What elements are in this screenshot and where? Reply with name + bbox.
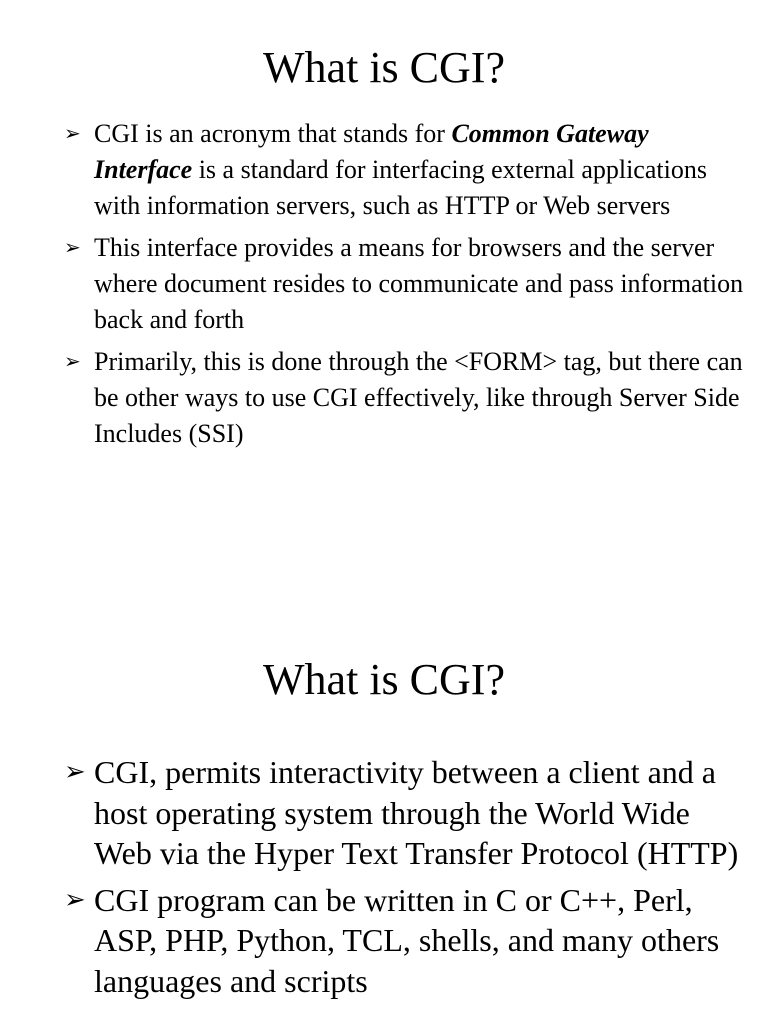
slide-2-bullet-list xyxy=(64,752,744,1007)
bullet-text-pre: CGI is an acronym that stands for xyxy=(94,119,452,148)
slide-2-bullet-1 xyxy=(64,752,744,874)
slide-1-title: What is CGI? xyxy=(263,43,505,92)
bullet-arrow-icon: ➢ xyxy=(64,757,86,787)
slide-2-title: What is CGI? xyxy=(263,655,505,704)
bullet-arrow-icon: ➢ xyxy=(64,884,86,915)
bullet-text-post: is a standard for interfacing external applications with information servers, such as HTTP or Web servers xyxy=(94,155,707,220)
bullet-text: CGI program can be written in C or C++, Perl, ASP, PHP, Python, TCL, shells, and many others languages and scripts xyxy=(94,881,720,999)
slide-1-bullet-2 xyxy=(64,230,744,338)
slide-2 xyxy=(0,512,768,1024)
bullet-text-emphasis: Common Gateway Interface xyxy=(94,119,649,184)
slide-1-bullet-3 xyxy=(64,344,744,452)
bullet-arrow-icon: ➢ xyxy=(64,235,81,259)
bullet-text: This interface provides a means for browsers and the server where document resides to communicate and pass information back and forth xyxy=(94,233,744,334)
bullet-arrow-icon: ➢ xyxy=(64,349,81,373)
bullet-text: CGI, permits interactivity between a client and a host operating system through the World Wide Web via the Hyper Text Transfer Protocol (HTTP) xyxy=(94,754,739,871)
slide-1-bullet-list xyxy=(64,116,744,458)
bullet-arrow-icon: ➢ xyxy=(64,121,81,145)
bullet-text: Primarily, this is done through the <FORM> tag, but there can be other ways to use CGI effectively, like through Server Side Includes (SSI) xyxy=(94,347,743,448)
slide-1-bullet-1 xyxy=(64,116,744,224)
slide-2-bullet-2 xyxy=(64,880,744,1002)
